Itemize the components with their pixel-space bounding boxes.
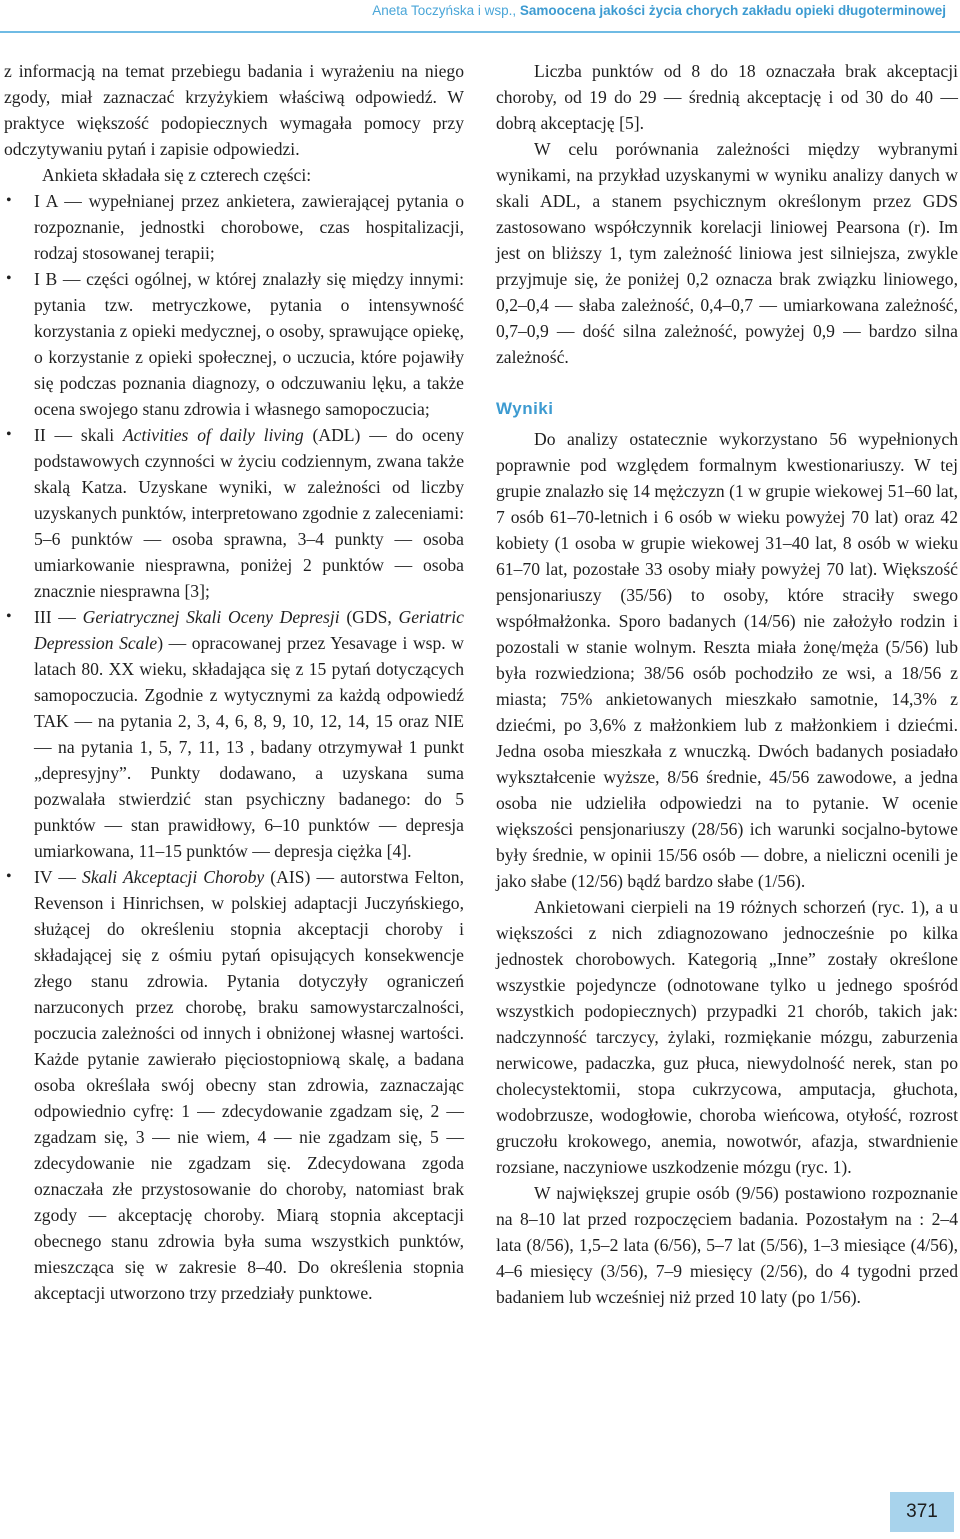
list-item-text: (ADL) — do oceny podstawowych czynności w życiu codziennym, zwana także skalą Katza. Uzyskane wyniki, w zależności od liczby uzyskanych punktów, interpretowano zgodnie z zaleceniami: 5–6 punktów — osoba sprawna, 3–4 punkty — osoba umiarkowanie niesprawna, poniżej 2 punktów — osoba znacznie niesprawna [3]; <box>34 425 464 601</box>
scale-name: Geriatrycznej Skali Oceny Depresji <box>82 607 340 627</box>
list-item-text: ) — opracowanej przez Yesavage i wsp. w latach 80. XX wieku, składająca się z 15 pytań dotyczących samopoczucia. Zgodnie z wytycznymi za każdą odpowiedź TAK — na pytania 2, 3, 4, 6, 8, 9, 10, 12, 14, 15 oraz NIE — na pytania 1, 5, 7, 11, 13 , badany otrzymywał 1 punkt „depresyjny”. Punkty dodawano, a uzyskana suma pozwalała stwierdzić stan psychiczny badanego: do 5 punktów — stan prawidłowy, 6–10 punktów — depresja umiarkowana, 11–15 punktów — depresja ciężka [4]. <box>34 633 464 861</box>
list-item-text: (AIS) — autorstwa Felton, Revenson i Hinrichsen, w polskiej adaptacji Juczyńskiego, służącej do określeniu stopnia akceptacji choroby i składającej się z ośmiu pytań opisujących konsekwencje złego stanu zdrowia. Pytania dotyczyły ograniczeń narzuconych przez chorobę, braku samowystarczalności, poczucia zależności od innych i obniżonej własnej wartości. Każde pytanie zawierało pięciostopniową skalę, a badana osoba określała swój obecny stan zdrowia, zaznaczając odpowiednio cyfrę: 1 — zdecydowanie zgadzam się, 2 — zgadzam się, 3 — nie wiem, 4 — nie zgadzam się, 5 — zdecydowanie nie zgadzam się. Zdecydowana zgoda oznaczała złe przystosowanie do choroby, natomiast brak zgody — akceptację choroby. Miarą stopnia akceptacji obecnego stanu zdrowia była suma wszystkich punktów, mieszcząca się w zakresie 8–40. Do określenia stopnia akceptacji utworzono trzy przedziały punktowe. <box>34 867 464 1303</box>
bullet-icon: • <box>6 192 12 209</box>
scale-name: Skali Akceptacji Choroby <box>82 867 265 887</box>
list-item <box>4 604 464 864</box>
bullet-icon: • <box>6 608 12 625</box>
bullet-icon: • <box>6 426 12 443</box>
survey-parts-list <box>4 188 464 1306</box>
paragraph: z informacją na temat przebiegu badania i wyrażeniu na niego zgody, miał zaznaczać krzyżykiem właściwą odpowiedź. W praktyce większość podopiecznych wymagała pomocy przy odczytywaniu pytań i zapisie odpowiedzi. <box>4 61 464 159</box>
paragraph: Do analizy ostatecznie wykorzystano 56 wypełnionych poprawnie pod względem formalnym kwestionariuszy. W tej grupie znalazło się 14 mężczyzn (1 w grupie wiekowej 51–60 lat, 7 osób 61–70-letnich i 6 osób w wieku powyżej 70 lat) oraz 42 kobiety (1 osoba w grupie wiekowej 31–40 lat, 8 osób w wieku 61–70 lat, pozostałe 33 osoby miały powyżej 70 lat). Większość pensjonariuszy (35/56) to osoby, które straciły swego współmałżonka. Sporo badanych (14/56) nie założyło rodzin i pozostali w stanie wolnym. Reszta miała żonę/męża (5/56) lub była rozwiedziona; 38/56 osób pochodziło ze wsi, a 18/56 z miasta; 75% ankietowanych mieszkało samotnie, 14,3% z dziećmi, po 3,6% z małżonkiem lub z małżonkiem i dziećmi. Jedna osoba mieszkała z wnuczką. Dwóch badanych posiadało wykształcenie wyższe, 8/56 średnie, 45/56 zawodowe, a jedna osoba nie udzieliła odpowiedzi na to pytanie. W ocenie większości pensjonariuszy (28/56) ich warunki socjalno-bytowe były średnie, w opinii 15/56 osób — dobre, a nieliczni ocenili je jako słabe (12/56) bądź bardzo słabe (1/56). <box>496 429 958 891</box>
list-item-text: II — skali <box>34 425 123 445</box>
paragraph: Ankietowani cierpieli na 19 różnych schorzeń (ryc. 1), a u większości z nich zdiagnozowano jednocześnie po kilka jednostek chorobowych. Kategorią „Inne” zostały określone wszystkie pojedyncze (odnotowane tylko u jednego spośród wszystkich podopiecznych) przypadki 21 chorób, takich jak: nadczynność tarczycy, żylaki, rozmiękanie mózgu, zaburzenia nerwicowe, padaczka, guz płuca, niewydolność nerek, stan po cholecystektomii, stopa cukrzycowa, amputacja, głuchota, wodobrzusze, wodogłowie, choroba wieńcowa, otyłość, rozrost gruczołu krokowego, anemia, nowotwór, afazja, stwardnienie rozsiane, naczyniowe uszkodzenie mózgu (ryc. 1). <box>496 897 958 1177</box>
list-item <box>4 188 464 266</box>
paragraph: W największej grupie osób (9/56) postawiono rozpoznanie na 8–10 lat przed rozpoczęciem badania. Pozostałym na : 2–4 lata (8/56), 1,5–2 lata (6/56), 5–7 lat (5/56), 1–3 miesiące (4/56), 4–6 miesięcy (3/56), 7–9 miesięcy (2/56), do 4 tygodni przed badaniem lub wcześniej niż przed 10 laty (po 1/56). <box>496 1183 958 1307</box>
list-item-text: III — <box>34 607 83 627</box>
right-column <box>496 58 958 1310</box>
running-header <box>372 0 946 28</box>
list-item <box>4 266 464 422</box>
page-number: 371 <box>890 1492 954 1532</box>
list-item-text: IV — <box>34 867 83 887</box>
paragraph: W celu porównania zależności między wybranymi wynikami, na przykład uzyskanymi w wyniku analizy danych w skali ADL, a stanem psychicznym określonym przez GDS zastosowano współczynnik korelacji liniowej Pearsona (r). Im jest on bliższy 1, tym zależność liniowa jest silniejsza, zwykle przyjmuje się, że poniżej 0,2 oznacza brak związku liniowego, 0,2–0,4 — słaba zależność, 0,4–0,7 — umiarkowana zależność, 0,7–0,9 — dość silna zależność, powyżej 0,9 — bardzo silna zależność. <box>496 139 958 367</box>
list-item-text: I B — części ogólnej, w której znalazły się między innymi: pytania tzw. metryczkowe, pytania o intensywność korzystania z opieki medycznej, o osoby, sprawujące opiekę, o korzystanie z opieki społecznej, o uczucia, które pojawiły się podczas poznania diagnozy, o odczuwaniu lęku, a także ocena swojego stanu zdrowia i własnego samopoczucia; <box>34 269 464 419</box>
header-title: Samoocena jakości życia chorych zakładu opieki długoterminowej <box>519 3 946 18</box>
list-item <box>4 422 464 604</box>
paragraph: Ankieta składała się z czterech części: <box>42 165 312 185</box>
scale-name: Geriatric Depression Scale <box>34 607 464 653</box>
scale-name: Activities of daily living <box>122 425 304 445</box>
list-item-text: (GDS, <box>339 607 399 627</box>
bullet-icon: • <box>6 270 12 287</box>
list-item-text: I A — wypełnianej przez ankietera, zawierającej pytania o rozpoznanie, jednostki chorobowe, czas hospitalizacji, rodzaj stosowanej terapii; <box>34 191 464 263</box>
section-heading: Wyniki <box>496 399 554 418</box>
paragraph: Liczba punktów od 8 do 18 oznaczała brak akceptacji choroby, od 19 do 29 — średnią akceptację i od 30 do 40 — dobrą akceptację [5]. <box>496 61 958 133</box>
list-item <box>4 864 464 1306</box>
header-authors: Aneta Toczyńska i wsp., <box>372 3 517 18</box>
header-rule <box>0 31 960 33</box>
left-column <box>4 58 464 1306</box>
bullet-icon: • <box>6 868 12 885</box>
